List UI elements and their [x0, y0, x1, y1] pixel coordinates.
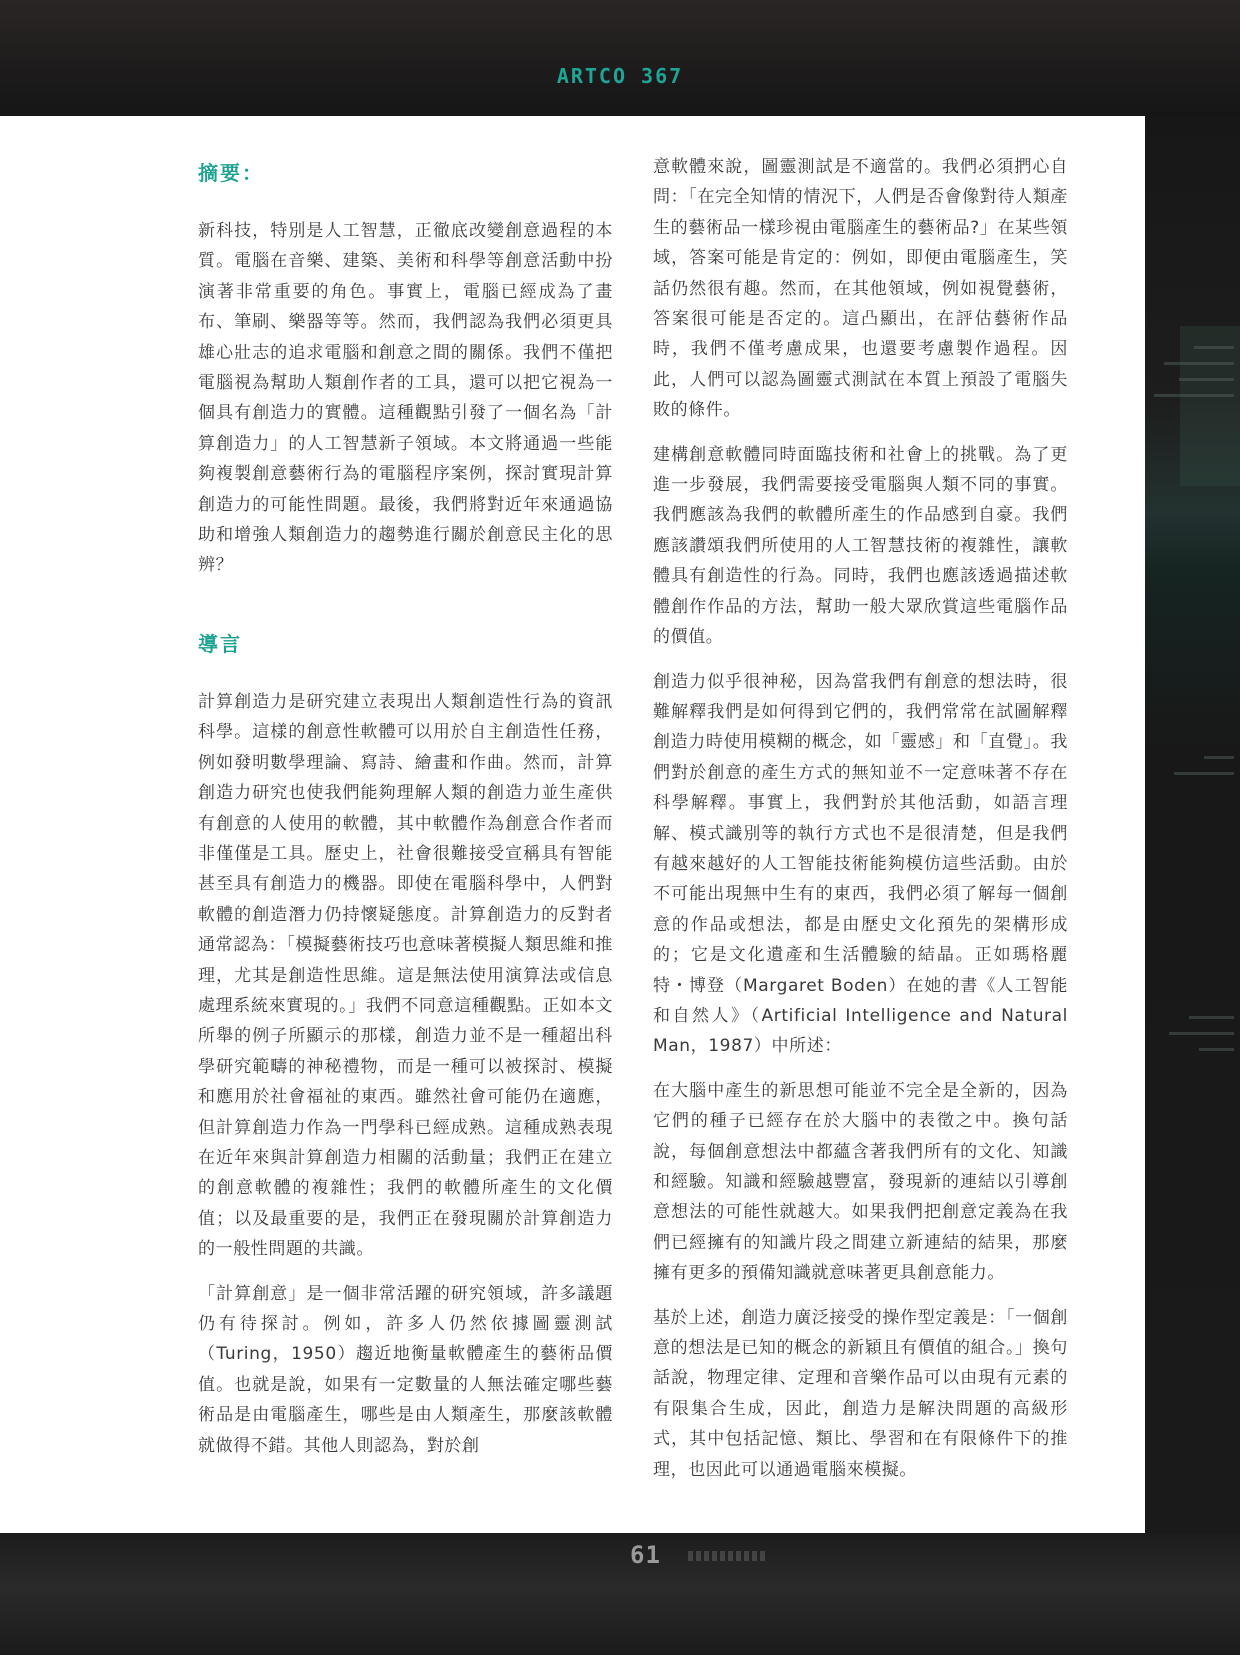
body-paragraph: 基於上述，創造力廣泛接受的操作型定義是：「一個創意的想法是已知的概念的新穎且有價值的組合。」換句話說，物理定律、定理和音樂作品可以由現有元素的有限集合生成，因此，創造力是解決問題的高級形式，其中包括記憶、類比、學習和在有限條件下的推理，也因此可以通過電腦來模擬。	[653, 1307, 1068, 1480]
strip-line	[1189, 1016, 1234, 1019]
folio-decoration	[688, 1551, 766, 1561]
magazine-masthead: ARTCO 367	[556, 64, 684, 88]
strip-line	[1154, 394, 1234, 397]
strip-line	[1164, 362, 1234, 365]
strip-line	[1199, 1048, 1234, 1051]
abstract-heading: 摘要：	[198, 161, 264, 185]
strip-line	[1179, 378, 1234, 381]
left-text-column	[198, 152, 613, 1461]
introduction-paragraph: 計算創造力是研究建立表現出人類創造性行為的資訊科學。這樣的創意性軟體可以用於自主創造性任務，例如發明數學理論、寫詩、繪畫和作曲。然而，計算創造力研究也使我們能夠理解人類的創造力並生產供有創意的人使用的軟體，其中軟體作為創意合作者而非僅僅是工具。歷史上，社會很難接受宣稱具有智能甚至具有創造力的機器。即使在電腦科學中，人們對軟體的創造潛力仍持懷疑態度。計算創造力的反對者通常認為：「模擬藝術技巧也意味著模擬人類思維和推理，尤其是創造性思維。這是無法使用演算法或信息處理系統來實現的。」我們不同意這種觀點。正如本文所舉的例子所顯示的那樣，創造力並不是一種超出科學研究範疇的神秘禮物，而是一種可以被探討、模擬和應用於社會福祉的東西。雖然社會可能仍在適應，但計算創造力作為一門學科已經成熟。這種成熟表現在近年來與計算創造力相關的活動量；我們正在建立的創意軟體的複雜性；我們的軟體所產生的文化價值；以及最重要的是，我們正在發現關於計算創造力的一般性問題的共識。	[198, 691, 613, 1260]
page-number: 61	[630, 1541, 661, 1569]
turing-test-paragraph: 「計算創意」是一個非常活躍的研究領域，許多議題仍有待探討。例如，許多人仍然依據圖靈測試（Turing，1950）趨近地衡量軟體產生的藝術品價值。也就是說，如果有一定數量的人無法確定哪些藝術品是由電腦產生，哪些是由人類產生，那麼該軟體就做得不錯。其他人則認為，對於創	[198, 1283, 613, 1456]
right-text-column	[653, 152, 1068, 1485]
introduction-heading: 導言	[198, 631, 242, 656]
body-paragraph: 意軟體來說，圖靈測試是不適當的。我們必須捫心自問：「在完全知情的情況下，人們是否會像對待人類產生的藝術品一樣珍視由電腦產生的藝術品?」在某些領域，答案可能是肯定的：例如，即便由電腦產生，笑話仍然很有趣。然而，在其他領域，例如視覺藝術，答案很可能是否定的。這凸顯出，在評估藝術作品時，我們不僅考慮成果，也還要考慮製作過程。因此，人們可以認為圖靈式測試在本質上預設了電腦失敗的條件。	[653, 157, 1068, 421]
quotation-paragraph: 在大腦中產生的新思想可能並不完全是全新的，因為它們的種子已經存在於大腦中的表徵之中。換句話說，每個創意想法中都蘊含著我們所有的文化、知識和經驗。知識和經驗越豐富，發現新的連結以引導創意想法的可能性就越大。如果我們把創意定義為在我們已經擁有的知識片段之間建立新連結的結果，那麼擁有更多的預備知識就意味著更具創意能力。	[653, 1080, 1068, 1284]
strip-line	[1169, 1032, 1234, 1035]
magazine-page	[0, 116, 1145, 1533]
body-paragraph: 建構創意軟體同時面臨技術和社會上的挑戰。為了更進一步發展，我們需要接受電腦與人類不同的事實。我們應該為我們的軟體所產生的作品感到自豪。我們應該讚頌我們所使用的人工智慧技術的複雜性，讓軟體具有創造性的行為。同時，我們也應該透過描述軟體創作作品的方法，幫助一般大眾欣賞這些電腦作品的價值。	[653, 444, 1068, 648]
strip-line	[1174, 772, 1234, 775]
body-paragraph: 創造力似乎很神秘，因為當我們有創意的想法時，很難解釋我們是如何得到它們的，我們常常在試圖解釋創造力時使用模糊的概念，如「靈感」和「直覺」。我們對於創意的產生方式的無知並不一定意味著不存在科學解釋。事實上，我們對於其他活動，如語言理解、模式識別等的執行方式也不是很清楚，但是我們有越來越好的人工智能技術能夠模仿這些活動。由於不可能出現無中生有的東西，我們必須了解每一個創意的作品或想法，都是由歷史文化預先的架構形成的；它是文化遺產和生活體驗的結晶。正如瑪格麗特・博登（Margaret Boden）在她的書《人工智能和自然人》（Artificial Intelligence and Natural Man，1987）中所述：	[653, 671, 1068, 1057]
strip-line	[1194, 346, 1234, 349]
top-dark-band	[0, 0, 1240, 116]
strip-line	[1204, 756, 1234, 759]
bottom-dark-band	[0, 1533, 1240, 1655]
abstract-paragraph: 新科技，特別是人工智慧，正徹底改變創意過程的本質。電腦在音樂、建築、美術和科學等創意活動中扮演著非常重要的角色。事實上，電腦已經成為了畫布、筆刷、樂器等等。然而，我們認為我們必須更具雄心壯志的追求電腦和創意之間的關係。我們不僅把電腦視為幫助人類創作者的工具，還可以把它視為一個具有創造力的實體。這種觀點引發了一個名為「計算創造力」的人工智慧新子領域。本文將通過一些能夠複製創意藝術行為的電腦程序案例，探討實現計算創造力的可能性問題。最後，我們將對近年來通過協助和增強人類創造力的趨勢進行關於創意民主化的思辨？	[198, 221, 613, 576]
decorative-side-strip	[1145, 116, 1240, 1533]
strip-glow-block	[1180, 326, 1240, 486]
